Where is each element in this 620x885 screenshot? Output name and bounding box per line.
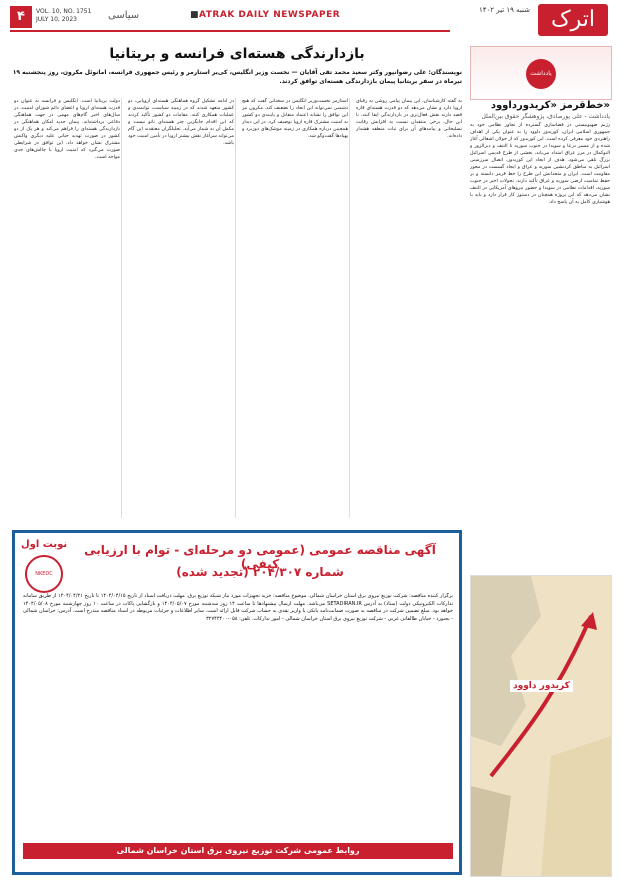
ad-round-label: نوبت اول (21, 539, 68, 550)
article-title: بازدارندگی هسته‌ای فرانسه و بریتانیا (109, 46, 365, 62)
persian-date: شنبه ۱۹ تیر ۱۴۰۲ (478, 6, 530, 14)
ad-number: شماره ۲۰۴/۳۰۷ (تجدید شده) (176, 565, 344, 579)
opinion-vignette (470, 46, 612, 100)
article-column: در ادامه تشکیل گروه هماهنگی هسته‌ای اروپایی، دو کشور متعهد شدند که در زمینه سیاست، توانمندی و عملیات همکاری کنند. مقامات دو کشور تأکید کردند که این اقدام جایگزین چتر هسته‌ای ناتو نیست و مکمل آن به شمار می‌آید. تحلیلگران معتقدند این گام می‌تواند سرآغاز نقش بیشتر اروپا در تأمین امنیت خود باشد. (128, 99, 234, 146)
ad-body: برگزار کننده مناقصه: شرکت توزیع نیروی برق استان خراسان شمالی. موضوع مناقصه: خرید تجهیزات مورد نیاز شبکه توزیع برق. مهلت دریافت اسناد از تاریخ ۱۴۰۴/۰۴/۱۵ تا تاریخ ۱۴۰۴/۰۴/۲۱ از طریق سامانه تدارکات الکترونیکی دولت (ستاد) به آدرس SETADIRAN.IR می‌باشد. مهلت ارسال پیشنهادها تا ساعت ۱۴ روز سه‌شنبه مورخ ۱۴۰۴/۰۵/۰۷ و بازگشایی پاکات در ساعت ۱۰ روز چهارشنبه مورخ ۱۴۰۴/۰۵/۰۸ خواهد بود. مبلغ تضمین شرکت در مناقصه به صورت ضمانت‌نامه بانکی یا واریز نقدی به حساب شرکت قابل ارائه است. سایر اطلاعات و جزئیات مربوطه در اسناد مناقصه مندرج است. آدرس: خراسان شمالی - بجنورد - خیابان طالقانی غربی - شرکت توزیع نیروی برق استان خراسان شمالی - امور تدارکات. تلفن: ۰۵۸-۳۲۷۴۴۴۰۰ (23, 593, 453, 622)
header-left (10, 6, 150, 30)
column-divider (349, 98, 350, 518)
newspaper-logo: اترک (538, 4, 608, 36)
opinion-label: یادداشت (526, 59, 556, 89)
column-divider (121, 98, 122, 518)
column-divider (235, 98, 236, 518)
company-logo: NKEDC (25, 555, 63, 593)
article-subtitle: نویسندگان: علی رضوانپور وکتر سعید محمد تقی آقایان — نخست وزیر انگلیس، کی‌یر استارمر و رئیس جمهوری فرانسه، امانوئل مکرون، روز پنجشنبه ۱۹ تیرماه در سفر بریتانیا پیمان بازدارندگی هسته‌ای توافق کردند. (12, 69, 462, 85)
opinion-author: یادداشت - علی پورصادق، پژوهشگر حقوق بین‌الملل (481, 113, 610, 120)
page-number: ۴ (10, 6, 32, 28)
header-rule (10, 30, 450, 32)
corridor-map (470, 575, 612, 877)
page-header (0, 0, 620, 40)
map-graphic (471, 576, 611, 876)
tender-advertisement (12, 530, 462, 875)
article-column: استارمر نخست‌وزیر انگلیس در سخنانی گفت که هیچ دشمنی نمی‌تواند این اتحاد را تضعیف کند. مکرون نیز این توافق را نشانه اعتماد متقابل و پایبندی دو کشور به امنیت مشترک قاره اروپا توصیف کرد. در این دیدار همچنین درباره همکاری در زمینه موشک‌های دوربرد و پهپادها گفت‌وگو شد. (242, 99, 348, 139)
article-column: به گفته کارشناسان، این پیمان پیامی روشن به رقبای اروپا دارد و نشان می‌دهد که دو قدرت هسته‌ای قاره قصد دارند نقش فعال‌تری در بازدارندگی ایفا کنند. با این حال، برخی منتقدان نسبت به افزایش رقابت تسلیحاتی و پیامدهای آن برای ثبات منطقه هشدار داده‌اند. (356, 99, 462, 139)
section-name: سیاسی (108, 10, 140, 21)
paper-name: ■ATRAK DAILY NEWSPAPER (190, 10, 341, 20)
opinion-text: رژیم صهیونیستی در فضاسازی گسترده از تجاوز نظامی خود به جمهوری اسلامی ایران، کوریدور داوود را به عنوان یکی از اهداف راهبردی خود معرفی کرده است. این کوریدور که از جولان اشغالی آغاز شده و از مسیر درعا و سویدا در جنوب سوریه تا التنف و دیرالزور و البوکمال در مرز عراق امتداد می‌یابد، بخشی از طرح قدیمی اسرائیل بزرگ تلقی می‌شود. هدف از ایجاد این کوریدور، اتصال سرزمینی اسرائیل به مناطق کردنشین سوریه و عراق و ایجاد گسست در محور مقاومت است. ایران و متحدانش این طرح را خط قرمز دانسته و بر حفظ تمامیت ارضی سوریه و عراق تأکید دارند. تحولات اخیر در جنوب سوریه، اقدامات نظامی در سویدا و حضور نیروهای آمریکایی در التنف نشان می‌دهد که این پروژه همچنان در دستور کار قرار دارد و باید با هوشیاری کامل به آن پاسخ داد. (470, 123, 610, 205)
ad-title: آگهی مناقصه عمومی (عمومی دو مرحله‌ای - توام با ارزیابی کیفی) (84, 543, 436, 571)
english-date: JULY 10, 2023 (36, 16, 77, 23)
ad-footer: روابط عمومی شرکت توزیع نیروی برق استان خراسان شمالی (23, 843, 453, 859)
map-title: کریدور داوود (510, 680, 573, 692)
opinion-title: خط‌قرمز «کریدورداوود» (490, 100, 610, 111)
paper-name-text: ATRAK DAILY NEWSPAPER (199, 10, 341, 20)
volume-number: VOL. 10, NO. 1751 (36, 8, 92, 15)
article-body (12, 98, 462, 518)
volume-info (36, 8, 91, 24)
article-column: دولت بریتانیا است. انگلیس و فرانسه به عنوان دو قدرت هسته‌ای اروپا و اعضای دائم شورای امنیت، در سال‌های اخیر گام‌های مهمی در جهت هماهنگی دفاعی برداشته‌اند. پیمان جدید امکان هماهنگی در بازدارندگی هسته‌ای را فراهم می‌کند و هر یک از دو کشور در صورت تهدید حیاتی علیه دیگری واکنش مشترک نشان خواهد داد. این توافق در شرایطی صورت می‌گیرد که امنیت اروپا با چالش‌های جدی مواجه است. (14, 99, 120, 160)
